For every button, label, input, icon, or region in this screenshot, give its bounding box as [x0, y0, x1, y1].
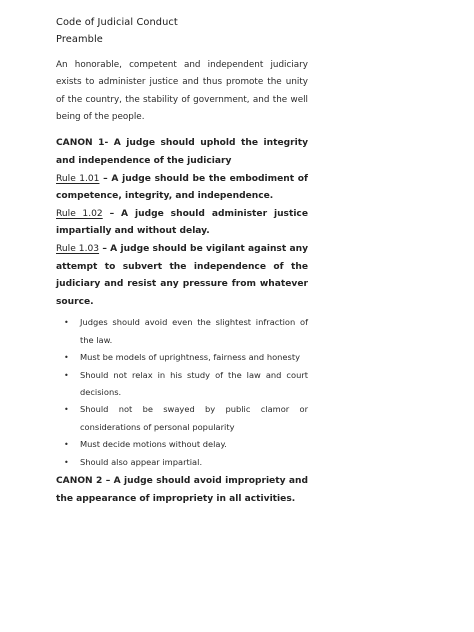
preamble-heading: Preamble [56, 34, 103, 46]
bullet-icon: • [64, 370, 69, 380]
list-item [56, 314, 308, 349]
document-page [56, 14, 308, 508]
list-item [56, 454, 308, 471]
canon-2-heading: CANON 2 – A judge should avoid impropriety and the appearance of impropriety in all activities. [56, 476, 308, 504]
list-item-text: Should not be swayed by public clamor or considerations of personal popularity [80, 404, 308, 432]
list-item-text: Should also appear impartial. [80, 456, 203, 467]
bullet-icon: • [64, 440, 69, 450]
rule-number: Rule 1.02 [56, 208, 103, 219]
bullet-icon: • [64, 318, 69, 328]
rule-1-01 [56, 171, 308, 206]
bullet-icon: • [64, 353, 69, 363]
rule-text: – A judge should be the embodiment of competence, integrity, and independence. [56, 173, 308, 202]
rule-text: – A judge should be vigilant against any attempt to subvert the independence of the judiciary and resist any pressure from whatever source. [56, 243, 308, 307]
canon-1-heading: CANON 1- A judge should uphold the integrity and independence of the judiciary [56, 138, 308, 166]
list-item-text: Judges should avoid even the slightest infraction of the law. [80, 317, 308, 345]
list-item-text: Must be models of uprightness, fairness and honesty [80, 352, 301, 363]
rule-1-02 [56, 206, 308, 241]
list-item-text: Should not relax in his study of the law and court decisions. [80, 369, 308, 397]
list-item [56, 349, 308, 366]
bullet-list [56, 314, 308, 471]
rule-number: Rule 1.03 [56, 243, 100, 254]
rule-number: Rule 1.01 [56, 173, 100, 184]
list-item-text: Must decide motions without delay. [80, 439, 227, 450]
list-item [56, 367, 308, 402]
preamble-paragraph: An honorable, competent and independent judiciary exists to administer justice and thus promote the unity of the country, the stability of government, and the well being of the people. [56, 59, 308, 122]
bullet-icon: • [64, 405, 69, 415]
document-title: Code of Judicial Conduct [56, 17, 178, 28]
rule-1-03 [56, 241, 308, 311]
bullet-icon: • [64, 457, 69, 467]
rule-text: – A judge should administer justice impartially and without delay. [56, 208, 308, 237]
list-item [56, 436, 308, 453]
list-item [56, 401, 308, 436]
